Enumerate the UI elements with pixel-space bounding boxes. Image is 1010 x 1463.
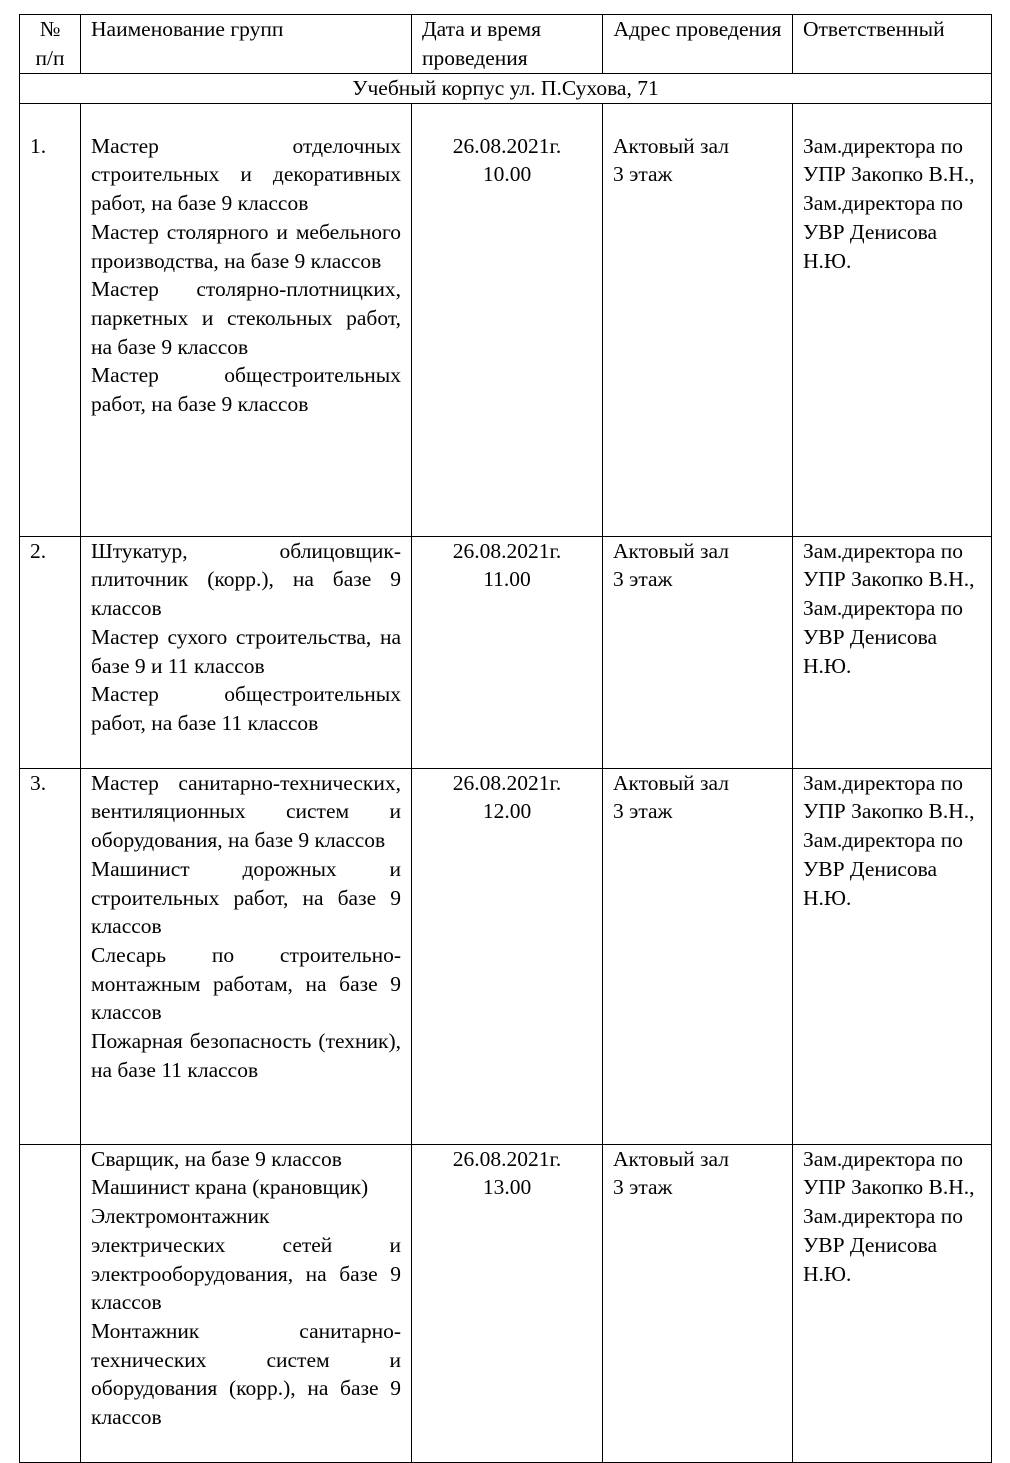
row-groups xyxy=(81,536,412,768)
row-address xyxy=(603,1144,793,1462)
address-floor: 3 этаж xyxy=(613,1175,673,1200)
table-row xyxy=(20,1144,992,1462)
header-address: Адрес проведения xyxy=(603,15,793,74)
address-hall: Актовый зал xyxy=(613,1146,729,1171)
table-row xyxy=(20,103,992,536)
row-responsible: Зам.директора по УПР Закопко В.Н., Зам.директора по УВР Денисова Н.Ю. xyxy=(793,103,992,536)
row-date: 26.08.2021г. xyxy=(452,133,562,158)
header-name: Наименование групп xyxy=(81,15,412,74)
row-responsible: Зам.директора по УПР Закопко В.Н., Зам.директора по УВР Денисова Н.Ю. xyxy=(793,768,992,1144)
group-name: Мастер сухого строительства, на базе 9 и 11 классов xyxy=(91,624,401,678)
address-floor: 3 этаж xyxy=(613,162,673,187)
row-time: 10.00 xyxy=(482,162,532,187)
row-time: 12.00 xyxy=(482,799,532,824)
address-floor: 3 этаж xyxy=(613,799,673,824)
row-num: 3. xyxy=(20,768,81,1144)
row-datetime xyxy=(412,768,603,1144)
section-row xyxy=(20,74,992,104)
header-datetime: Дата и время проведения xyxy=(412,15,603,74)
header-num: № п/п xyxy=(20,15,81,74)
group-name: Штукатур, облицовщик-плиточник (корр.), на базе 9 классов xyxy=(91,538,401,621)
group-name: Сварщик, на базе 9 классов xyxy=(91,1146,342,1171)
document-page xyxy=(19,14,991,1463)
group-name: Монтажник санитарно-технических систем и оборудования (корр.), на базе 9 классов xyxy=(91,1318,401,1430)
row-date: 26.08.2021г. xyxy=(452,538,562,563)
row-datetime xyxy=(412,1144,603,1462)
row-datetime xyxy=(412,536,603,768)
group-name: Мастер общестроительных работ, на базе 9 классов xyxy=(91,363,401,417)
table-header-row xyxy=(20,15,992,74)
group-name: Мастер общестроительных работ, на базе 11 классов xyxy=(91,682,401,735)
group-name: Мастер отделочных строительных и декоративных работ, на базе 9 классов xyxy=(91,133,401,216)
header-responsible: Ответственный xyxy=(793,15,992,74)
group-name: Мастер санитарно-технических, вентиляционных систем и оборудования, на базе 9 классов xyxy=(91,770,401,853)
address-hall: Актовый зал xyxy=(613,770,729,795)
group-name: Пожарная безопасность (техник), на базе 11 классов xyxy=(91,1029,401,1082)
address-floor: 3 этаж xyxy=(613,567,673,592)
section-title: Учебный корпус ул. П.Сухова, 71 xyxy=(20,74,992,104)
schedule-table xyxy=(19,14,992,1463)
row-address xyxy=(603,103,793,536)
row-time: 11.00 xyxy=(483,567,531,592)
row-num: 1. xyxy=(20,103,81,536)
group-name: Мастер столярного и мебельного производства, на базе 9 классов xyxy=(91,219,401,273)
row-datetime xyxy=(412,103,603,536)
group-name: Машинист дорожных и строительных работ, на базе 9 классов xyxy=(91,856,401,939)
row-address xyxy=(603,768,793,1144)
address-hall: Актовый зал xyxy=(613,133,729,158)
row-num: 2. xyxy=(20,536,81,768)
row-date: 26.08.2021г. xyxy=(452,770,562,795)
row-responsible: Зам.директора по УПР Закопко В.Н., Зам.директора по УВР Денисова Н.Ю. xyxy=(793,536,992,768)
group-name: Электромонтажник электрических сетей и электрооборудования, на базе 9 классов xyxy=(91,1204,401,1315)
group-name: Машинист крана (крановщик) xyxy=(91,1175,369,1200)
row-groups xyxy=(81,1144,412,1462)
table-row xyxy=(20,536,992,768)
row-time: 13.00 xyxy=(482,1175,532,1200)
row-date: 26.08.2021г. xyxy=(452,1146,562,1171)
row-groups xyxy=(81,768,412,1144)
group-name: Слесарь по строительно-монтажным работам, на базе 9 классов xyxy=(91,942,401,1025)
row-responsible: Зам.директора по УПР Закопко В.Н., Зам.директора по УВР Денисова Н.Ю. xyxy=(793,1144,992,1462)
row-num xyxy=(20,1144,81,1462)
row-groups xyxy=(81,103,412,536)
row-address xyxy=(603,536,793,768)
group-name: Мастер столярно-плотницких, паркетных и стекольных работ, на базе 9 классов xyxy=(91,277,401,359)
table-row xyxy=(20,768,992,1144)
address-hall: Актовый зал xyxy=(613,538,729,563)
